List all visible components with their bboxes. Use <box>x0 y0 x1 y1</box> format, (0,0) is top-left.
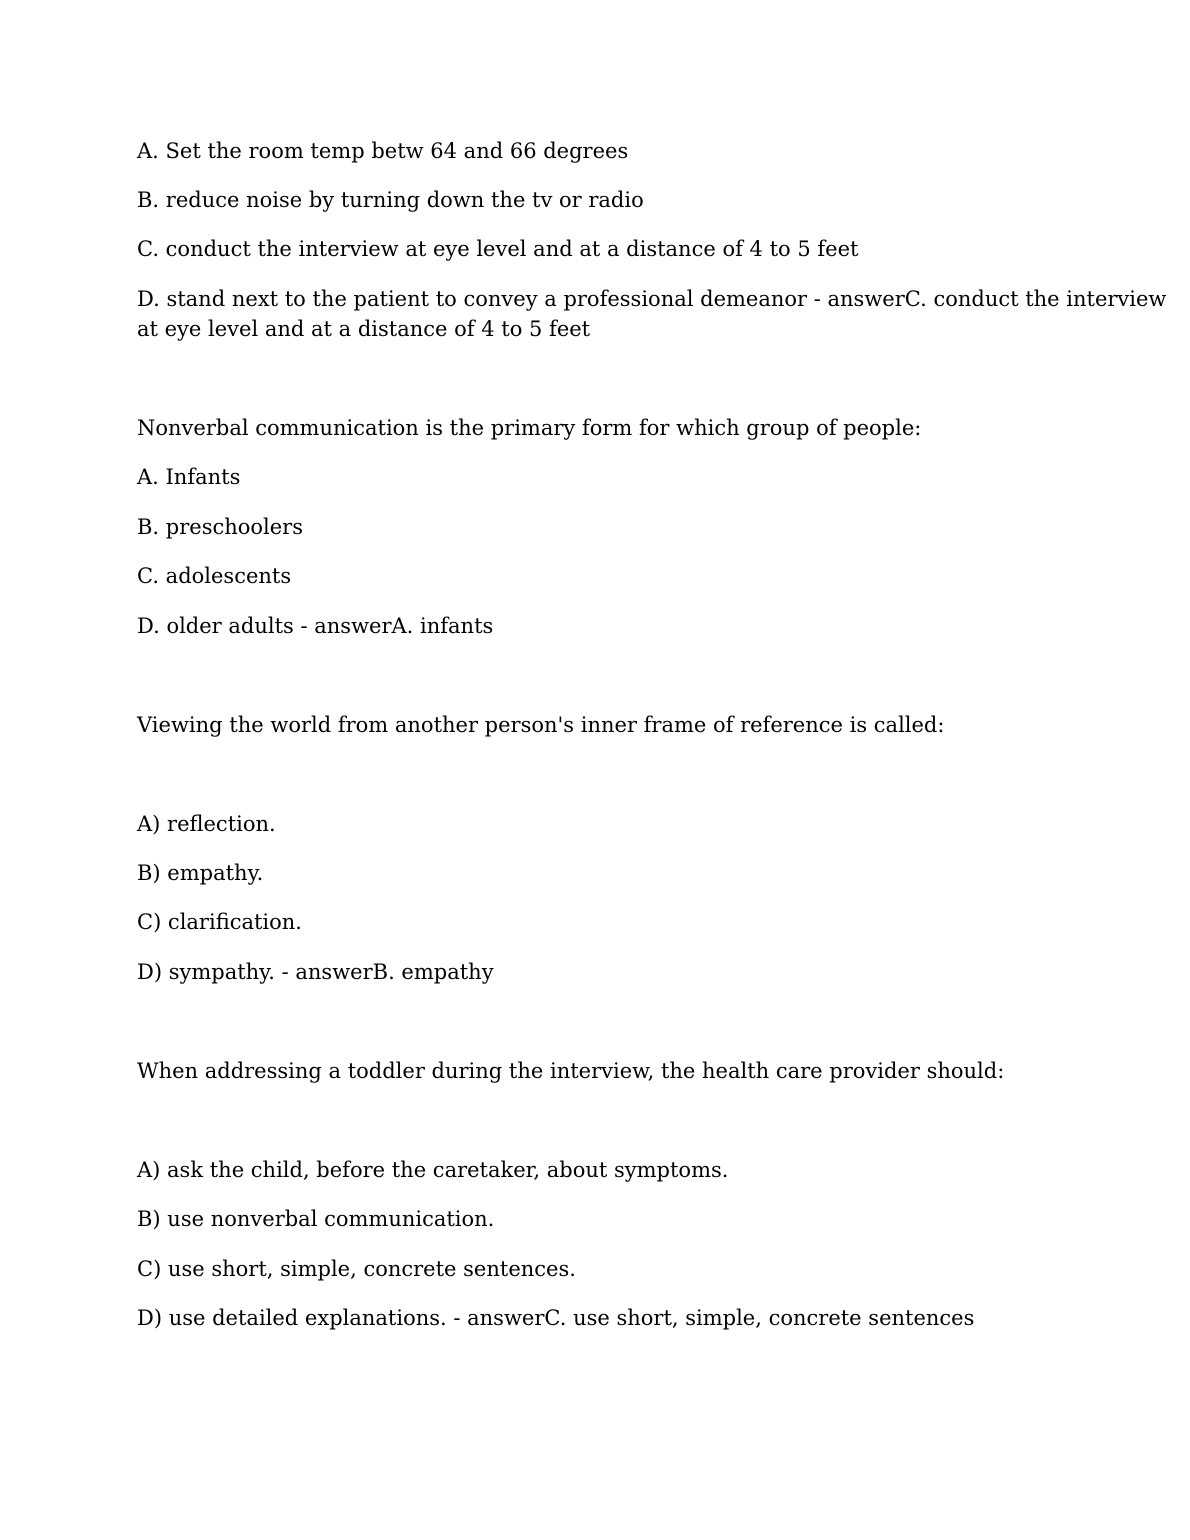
q4-option-b: B) use nonverbal communication. <box>137 1207 495 1231</box>
q4-option-c: C) use short, simple, concrete sentences. <box>137 1257 576 1281</box>
q2-question: Nonverbal communication is the primary form for which group of people: <box>137 416 922 440</box>
q1-option-c: C. conduct the interview at eye level and at a distance of 4 to 5 feet <box>137 237 859 261</box>
q2-option-d: D. older adults - answerA. infants <box>137 614 494 638</box>
q3-option-b: B) empathy. <box>137 861 264 885</box>
q2-option-a: A. Infants <box>137 465 241 489</box>
q1-option-a: A. Set the room temp betw 64 and 66 degrees <box>137 139 629 163</box>
q3-option-d: D) sympathy. - answerB. empathy <box>137 960 494 984</box>
q1-option-d-line2: at eye level and at a distance of 4 to 5 feet <box>137 317 591 341</box>
q3-option-c: C) clarification. <box>137 910 302 934</box>
q4-option-a: A) ask the child, before the caretaker, about symptoms. <box>137 1158 729 1182</box>
q2-option-c: C. adolescents <box>137 564 292 588</box>
q1-option-b: B. reduce noise by turning down the tv or radio <box>137 188 644 212</box>
q3-option-a: A) reflection. <box>137 812 276 836</box>
q1-option-d-line1: D. stand next to the patient to convey a professional demeanor - answerC. conduct the interview <box>137 287 1167 311</box>
q4-question: When addressing a toddler during the interview, the health care provider should: <box>137 1059 1005 1083</box>
q2-option-b: B. preschoolers <box>137 515 304 539</box>
q4-option-d: D) use detailed explanations. - answerC. use short, simple, concrete sentences <box>137 1306 975 1330</box>
q3-question: Viewing the world from another person's inner frame of reference is called: <box>137 713 945 737</box>
